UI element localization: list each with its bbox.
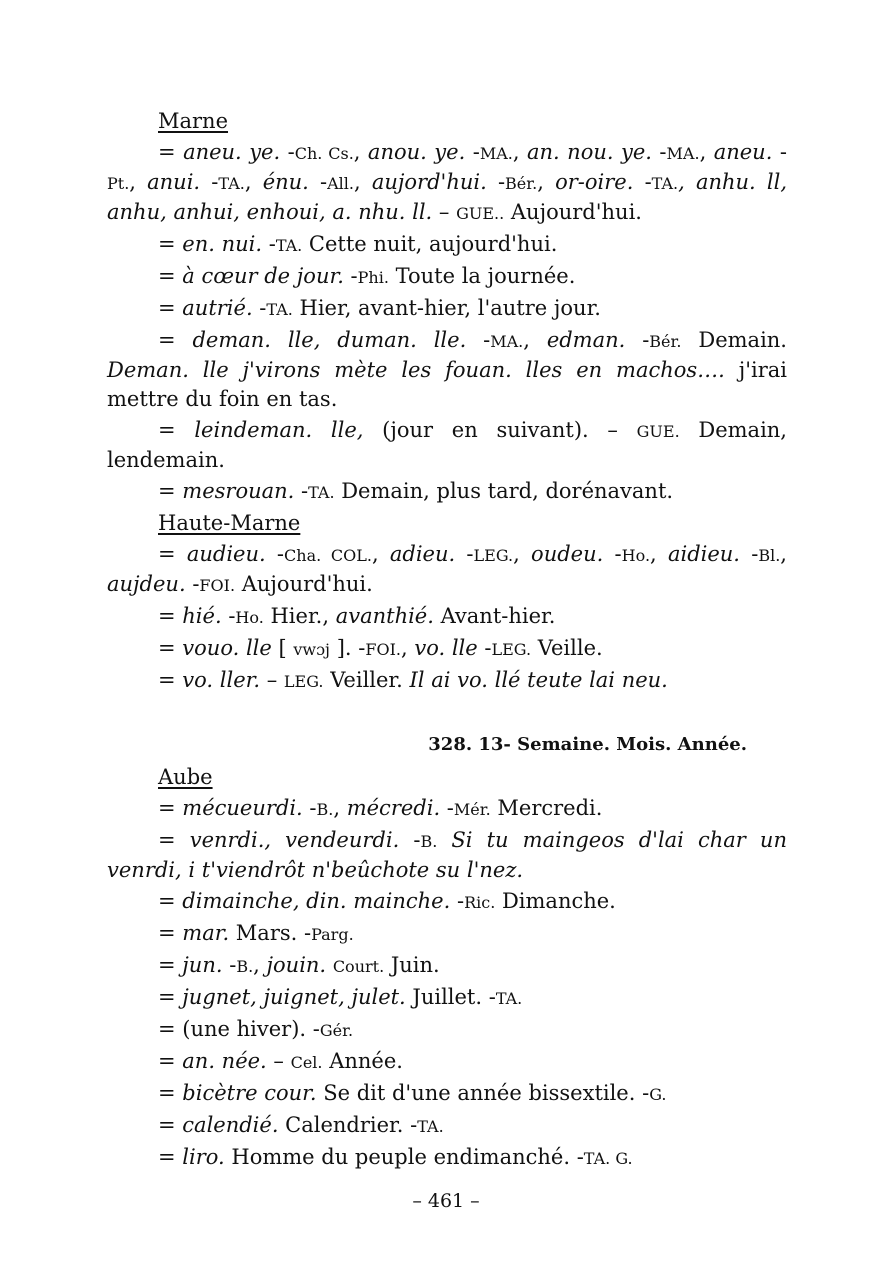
dialect-form: mécredi. [346, 796, 441, 820]
dialect-form: jugnet, juignet, julet. [182, 985, 406, 1009]
source-abbreviation: FOI. [365, 640, 401, 659]
entry-text: = [158, 1113, 183, 1137]
source-abbreviation: Bl. [758, 546, 781, 565]
region-heading-marne [107, 107, 787, 136]
entry-text: = [158, 328, 193, 352]
dialect-form: autrié. [182, 296, 253, 320]
source-abbreviation: Pt. [107, 174, 130, 193]
entry-text: - [185, 572, 200, 596]
dictionary-entry [107, 1079, 787, 1109]
dialect-form: mécueurdi. [182, 796, 303, 820]
dictionary-entry [107, 951, 787, 981]
dialect-form: an. nou. ye. [526, 140, 652, 164]
entry-text: - [739, 542, 759, 566]
source-abbreviation: Parg. [311, 925, 354, 944]
entry-text: , [513, 542, 532, 566]
dialect-form: aujdeu. [107, 572, 186, 596]
dialect-form: Si tu maingeos d'lai char un venrdi, i t'viendrôt n'beûchote su l'nez. [107, 828, 787, 882]
dictionary-entry [107, 1111, 787, 1141]
source-abbreviation: B. [316, 800, 334, 819]
dialect-form: à cœur de jour. [182, 264, 344, 288]
entry-text: Hier., [263, 604, 336, 628]
entry-text: - [486, 170, 506, 194]
entry-text [437, 828, 451, 852]
entry-text: Veille. [531, 636, 603, 660]
entry-text: , [523, 328, 547, 352]
entry-text: = [158, 1049, 183, 1073]
dialect-form: or-oire. [555, 170, 634, 194]
source-abbreviation: TA. [308, 483, 335, 502]
entry-text: - [302, 796, 317, 820]
dialect-form: Deman. lle j'virons mète les fouan. lles en machos…. [107, 358, 725, 382]
source-abbreviation: Ric. [464, 893, 496, 912]
source-abbreviation: TA. [275, 236, 303, 255]
dialect-form: Il ai vo. llé teute lai neu. [409, 668, 668, 692]
source-abbreviation: Ho. [235, 608, 264, 627]
entry-text: - [222, 953, 237, 977]
source-abbreviation: All. [327, 174, 354, 193]
source-abbreviation: B. [420, 832, 438, 851]
entry-text: - [343, 264, 358, 288]
dialect-form: vo. lle [414, 636, 478, 660]
source-abbreviation: LEG. [283, 672, 324, 691]
entry-text: Calendrier. - [278, 1113, 418, 1137]
entry-text: , [512, 140, 527, 164]
entry-text: , [244, 170, 263, 194]
region-heading-aube [107, 763, 787, 792]
dialect-form: vo. ller. [182, 668, 261, 692]
entries-aube [107, 794, 787, 1173]
entry-text: = [158, 889, 183, 913]
entry-text: - [465, 140, 480, 164]
source-abbreviation: Ch. Cs. [294, 144, 354, 163]
dictionary-entry [107, 602, 787, 632]
entry-text: - [477, 636, 492, 660]
entry-text: - [252, 296, 267, 320]
source-abbreviation: TA. [218, 174, 245, 193]
dictionary-entry [107, 1143, 787, 1173]
dialect-form: jun. [182, 953, 223, 977]
dictionary-entry [107, 919, 787, 949]
entry-text: (jour en suivant). – [363, 418, 637, 442]
entry-text: = [158, 296, 183, 320]
entry-text: - [294, 479, 309, 503]
entry-text: Demain, lendemain. [107, 418, 787, 472]
entry-text: Aujourd'hui. [235, 572, 373, 596]
dictionary-entry [107, 540, 787, 600]
dictionary-entry [107, 326, 787, 414]
entry-text: = [158, 668, 183, 692]
entry-text: - [625, 328, 650, 352]
source-abbreviation: TA. [651, 174, 679, 193]
entry-text: , [253, 953, 267, 977]
entry-text: , [699, 140, 714, 164]
dialect-form: calendié. [182, 1113, 279, 1137]
dictionary-entry [107, 826, 787, 885]
dialect-form: avanthié. [335, 604, 434, 628]
dialect-form: aneu. ye. [183, 140, 281, 164]
entry-text: = [158, 140, 184, 164]
dialect-form: dimainche, din. mainche. [182, 889, 451, 913]
entry-text: = [158, 953, 183, 977]
dictionary-entry [107, 983, 787, 1013]
entry-text [326, 953, 333, 977]
dialect-form: jouin. [266, 953, 327, 977]
dictionary-entry [107, 477, 787, 507]
entry-text: - [440, 796, 454, 820]
source-abbreviation: LEG. [473, 546, 514, 565]
entry-text: - [280, 140, 295, 164]
dialect-form: hié. [182, 604, 222, 628]
entry-text: Aujourd'hui. [504, 200, 642, 224]
dictionary-entry [107, 138, 787, 228]
entry-text: – [266, 1049, 291, 1073]
entry-text: - [221, 604, 236, 628]
entry-text: Dimanche. [495, 889, 616, 913]
entry-text: , [780, 542, 787, 566]
entry-text: Avant-hier. [433, 604, 556, 628]
entry-text: [ [271, 636, 294, 660]
dictionary-entry [107, 1047, 787, 1077]
source-abbreviation: TA. [495, 989, 523, 1008]
dialect-form: liro. [182, 1145, 225, 1169]
dialect-form: anou. ye. [367, 140, 466, 164]
region-label: Haute-Marne [158, 511, 301, 535]
dictionary-entry [107, 294, 787, 324]
entry-text: Juin. [384, 953, 440, 977]
dialect-form: venrdi., vendeurdi. [189, 828, 400, 852]
source-abbreviation: Mér. [453, 800, 491, 819]
source-abbreviation: TA. [266, 300, 293, 319]
source-abbreviation: GUE.. [456, 204, 505, 223]
source-abbreviation: B. [236, 957, 254, 976]
entry-text: = (une hiver). - [158, 1017, 320, 1041]
source-abbreviation: MA. [666, 144, 700, 163]
entry-text: Homme du peuple endimanché. - [224, 1145, 584, 1169]
entry-text: - [262, 232, 276, 256]
dictionary-entry [107, 416, 787, 475]
entry-text: Cette nuit, aujourd'hui. [302, 232, 558, 256]
dialect-form: deman. lle, duman. lle. [192, 328, 467, 352]
source-abbreviation: Bér. [649, 332, 682, 351]
source-abbreviation: TA. [417, 1117, 444, 1136]
entry-text: - [450, 889, 465, 913]
entry-text: - [651, 140, 667, 164]
entry-text: , [400, 636, 415, 660]
entry-text: - [466, 328, 491, 352]
entry-text: = [158, 418, 195, 442]
dialect-form: mesrouan. [182, 479, 295, 503]
dialect-form: edman. [546, 328, 626, 352]
dialect-form: audieu. [186, 542, 266, 566]
dialect-form: oudeu. [531, 542, 604, 566]
entry-text: , [333, 796, 347, 820]
entry-text: Se dit d'une année bissextile. - [316, 1081, 650, 1105]
entry-text: - [603, 542, 622, 566]
source-abbreviation: Ho. [621, 546, 651, 565]
dialect-form: aneu. [713, 140, 773, 164]
source-abbreviation: MA. [479, 144, 513, 163]
region-heading-haute-marne [107, 509, 787, 538]
entry-text: = [158, 921, 183, 945]
dialect-form: anui. [147, 170, 201, 194]
page-number: – 461 – [412, 1190, 480, 1212]
dialect-form: aidieu. [667, 542, 740, 566]
source-abbreviation: LEG. [491, 640, 532, 659]
source-abbreviation: GUE. [636, 422, 680, 441]
entry-text: = [158, 232, 183, 256]
entry-text: = [158, 796, 183, 820]
source-abbreviation: Court. [332, 957, 385, 976]
source-abbreviation: G. [649, 1085, 667, 1104]
entry-text: Veiller. [323, 668, 410, 692]
section-title: 328. 13- Semaine. Mois. Année. [428, 734, 747, 755]
entry-text: = [158, 828, 190, 852]
entries-marne [107, 138, 787, 507]
source-abbreviation: vwɔj [293, 640, 331, 659]
source-abbreviation: FOI. [199, 576, 236, 595]
source-abbreviation: MA. [490, 332, 524, 351]
dialect-form: an. née. [182, 1049, 267, 1073]
entry-text: , [353, 140, 368, 164]
dictionary-entry [107, 634, 787, 664]
region-label: Aube [158, 765, 213, 789]
dialect-form: énu. [262, 170, 309, 194]
dialect-form: mar. [182, 921, 230, 945]
dialect-form: bicètre cour. [182, 1081, 317, 1105]
entry-text: – [432, 200, 457, 224]
entry-text: = [158, 542, 187, 566]
entry-text: Année. [322, 1049, 403, 1073]
dialect-form: , anhu. ll, anhu, anhui, enhoui, a. nhu. ll. [107, 170, 788, 224]
dialect-form: leindeman. lle, [194, 418, 364, 442]
entry-text: Toute la journée. [388, 264, 576, 288]
entries-haute-marne [107, 540, 787, 696]
section-spacer [107, 698, 787, 730]
entry-text: = [158, 1145, 183, 1169]
entry-text: Demain, plus tard, dorénavant. [334, 479, 674, 503]
entry-text: , [650, 542, 668, 566]
source-abbreviation: Bér. [505, 174, 538, 193]
entry-text: = [158, 1081, 183, 1105]
entry-text: Hier, avant-hier, l'autre jour. [292, 296, 601, 320]
entry-text: Mercredi. [490, 796, 603, 820]
dictionary-entry [107, 887, 787, 917]
entry-text: = [158, 479, 183, 503]
entry-text: = [158, 636, 183, 660]
dictionary-entry [107, 666, 787, 696]
entry-text: , [371, 542, 390, 566]
entry-text: , [354, 170, 372, 194]
entry-text: Demain. [681, 328, 787, 352]
dialect-form: en. nui. [182, 232, 263, 256]
entry-text: - [633, 170, 652, 194]
dictionary-entry [107, 262, 787, 292]
entry-text: - [265, 542, 285, 566]
entry-text: - [399, 828, 421, 852]
entry-text: - [200, 170, 219, 194]
page-body [107, 107, 787, 1175]
entry-text: ]. - [330, 636, 366, 660]
entry-text: j'irai mettre du foin en tas. [107, 358, 787, 411]
entry-text: - [308, 170, 328, 194]
dialect-form: adieu. [389, 542, 456, 566]
dictionary-entry [107, 1015, 787, 1045]
dialect-form: aujord'hui. [371, 170, 487, 194]
entry-text: – [260, 668, 284, 692]
entry-text: - [772, 140, 787, 164]
entry-text: Mars. - [229, 921, 312, 945]
region-label: Marne [158, 109, 229, 133]
entry-text: = [158, 264, 183, 288]
entry-text: = [158, 604, 183, 628]
dialect-form: vouo. lle [182, 636, 272, 660]
dictionary-entry [107, 794, 787, 824]
source-abbreviation: TA. G. [583, 1149, 633, 1168]
entry-text: , [537, 170, 556, 194]
entry-text: Juillet. - [405, 985, 496, 1009]
dictionary-entry [107, 230, 787, 260]
entry-text: - [455, 542, 474, 566]
source-abbreviation: Cel. [290, 1053, 323, 1072]
entry-text: = [158, 985, 183, 1009]
entry-text: , [129, 170, 148, 194]
source-abbreviation: Cha. COL. [284, 546, 372, 565]
source-abbreviation: Phi. [357, 268, 389, 287]
source-abbreviation: Gér. [319, 1021, 354, 1040]
